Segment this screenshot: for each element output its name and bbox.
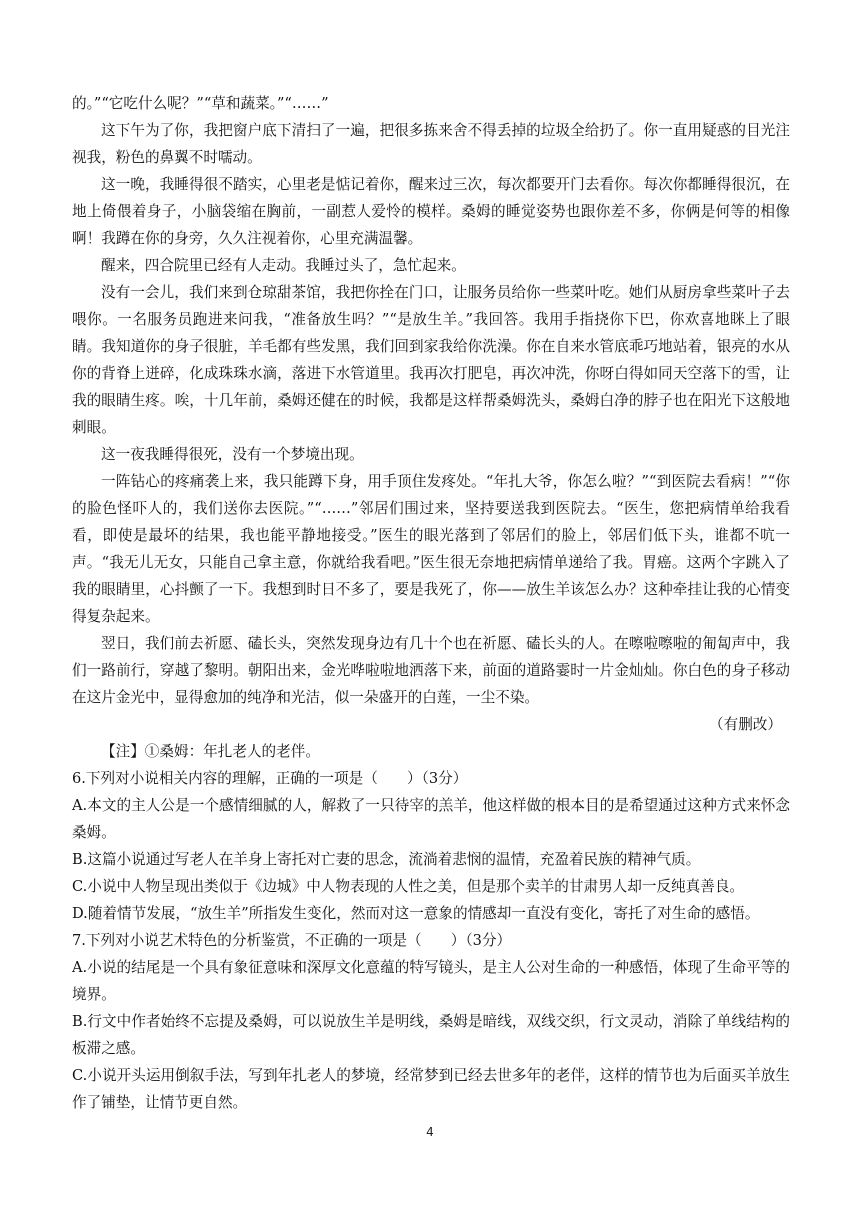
question-6-stem: 6.下列对小说相关内容的理解，正确的一项是（ ）（3分） — [72, 770, 468, 787]
page-number: 4 — [426, 1125, 434, 1139]
question-7-option-a: A.小说的结尾是一个具有象征意味和深厚文化意蕴的特写镜头，是主人公对生命的一种感悟，体现了生命平等的境界。 — [72, 959, 790, 1003]
passage-paragraph: 的。”“它吃什么呢？”“草和蔬菜。”“……” — [72, 95, 329, 112]
document-body — [72, 90, 790, 1116]
question-6-option-d: D.随着情节发展，“放生羊”所指发生变化，然而对这一意象的情感却一直没有变化，寄托了对生命的感悟。 — [72, 905, 760, 922]
question-6-option-a: A.本文的主人公是一个感情细腻的人，解救了一只待宰的羔羊，他这样做的根本目的是希望通过这种方式来怀念桑姆。 — [72, 797, 790, 841]
question-7-option-c: C.小说开头运用倒叙手法，写到年扎老人的梦境，经常梦到已经去世多年的老伴，这样的情节也为后面买羊放生作了铺垫，让情节更自然。 — [72, 1067, 790, 1111]
passage-paragraph: 翌日，我们前去祈愿、磕长头，突然发现身边有几十个也在祈愿、磕长头的人。在嚓啦嚓啦的匍匐声中，我们一路前行，穿越了黎明。朝阳出来，金光哗啦啦地洒落下来，前面的道路霎时一片金灿灿。你白色的身子移动在这片金光中，显得愈加的纯净和光洁，似一朵盛开的白莲，一尘不染。 — [72, 635, 790, 706]
passage-paragraph: 醒来，四合院里已经有人走动。我睡过头了，急忙起来。 — [101, 257, 466, 274]
question-6-option-c: C.小说中人物呈现出类似于《边城》中人物表现的人性之美，但是那个卖羊的甘肃男人却一反纯真善良。 — [72, 878, 745, 895]
annotation-note: 【注】①桑姆：年扎老人的老伴。 — [101, 743, 320, 760]
passage-paragraph: 这一夜我睡得很死，没有一个梦境出现。 — [101, 446, 364, 463]
passage-paragraph: 这一晚，我睡得很不踏实，心里老是惦记着你，醒来过三次，每次都要开门去看你。每次你都睡得很沉，在地上倚偎着身子，小脑袋缩在胸前，一副惹人爱怜的模样。桑姆的睡觉姿势也跟你差不多，你俩是何等的相像啊！我蹲在你的身旁，久久注视着你，心里充满温馨。 — [72, 176, 790, 247]
question-7-option-b: B.行文中作者始终不忘提及桑姆，可以说放生羊是明线，桑姆是暗线，双线交织，行文灵动，消除了单线结构的板滞之感。 — [72, 1013, 790, 1057]
source-note: （有删改） — [709, 716, 782, 733]
passage-paragraph: 一阵钻心的疼痛袭上来，我只能蹲下身，用手顶住发疼处。“年扎大爷，你怎么啦？”“到医院去看病！”“你的脸色怪吓人的，我们送你去医院。”“……”邻居们围过来，坚持要送我到医院去。“医生，您把病情单给我看看，即使是最坏的结果，我也能平静地接受。”医生的眼光落到了邻居们的脸上，邻居们低下头，谁都不吭一声。“我无儿无女，只能自己拿主意，你就给我看吧。”医生很无奈地把病情单递给了我。胃癌。这两个字跳入了我的眼睛里，心抖颤了一下。我想到时日不多了，要是我死了，你——放生羊该怎么办？这种牵挂让我的心情变得复杂起来。 — [72, 473, 790, 625]
question-7-stem: 7.下列对小说艺术特色的分析鉴赏，不正确的一项是（ ）（3分） — [72, 932, 512, 949]
question-6-option-b: B.这篇小说通过写老人在羊身上寄托对亡妻的思念，流淌着悲悯的温情，充盈着民族的精神气质。 — [72, 851, 701, 868]
passage-paragraph: 没有一会儿，我们来到仓琼甜茶馆，我把你拴在门口，让服务员给你一些菜叶吃。她们从厨房拿些菜叶子去喂你。一名服务员跑进来问我，“准备放生吗？”“是放生羊。”我回答。我用手指挠你下巴，你欢喜地眯上了眼睛。我知道你的身子很脏，羊毛都有些发黑，我们回到家我给你洗澡。你在自来水管底乖巧地站着，银亮的水从你的背脊上迸碎，化成珠珠水滴，落进下水管道里。我再次打肥皂，再次冲洗，你呀白得如同天空落下的雪，让我的眼睛生疼。唉，十几年前，桑姆还健在的时候，我都是这样帮桑姆洗头，桑姆白净的脖子也在阳光下这般地刺眼。 — [72, 284, 790, 436]
passage-paragraph: 这下午为了你，我把窗户底下清扫了一遍，把很多拣来舍不得丢掉的垃圾全给扔了。你一直用疑惑的目光注视我，粉色的鼻翼不时嚅动。 — [72, 122, 790, 166]
